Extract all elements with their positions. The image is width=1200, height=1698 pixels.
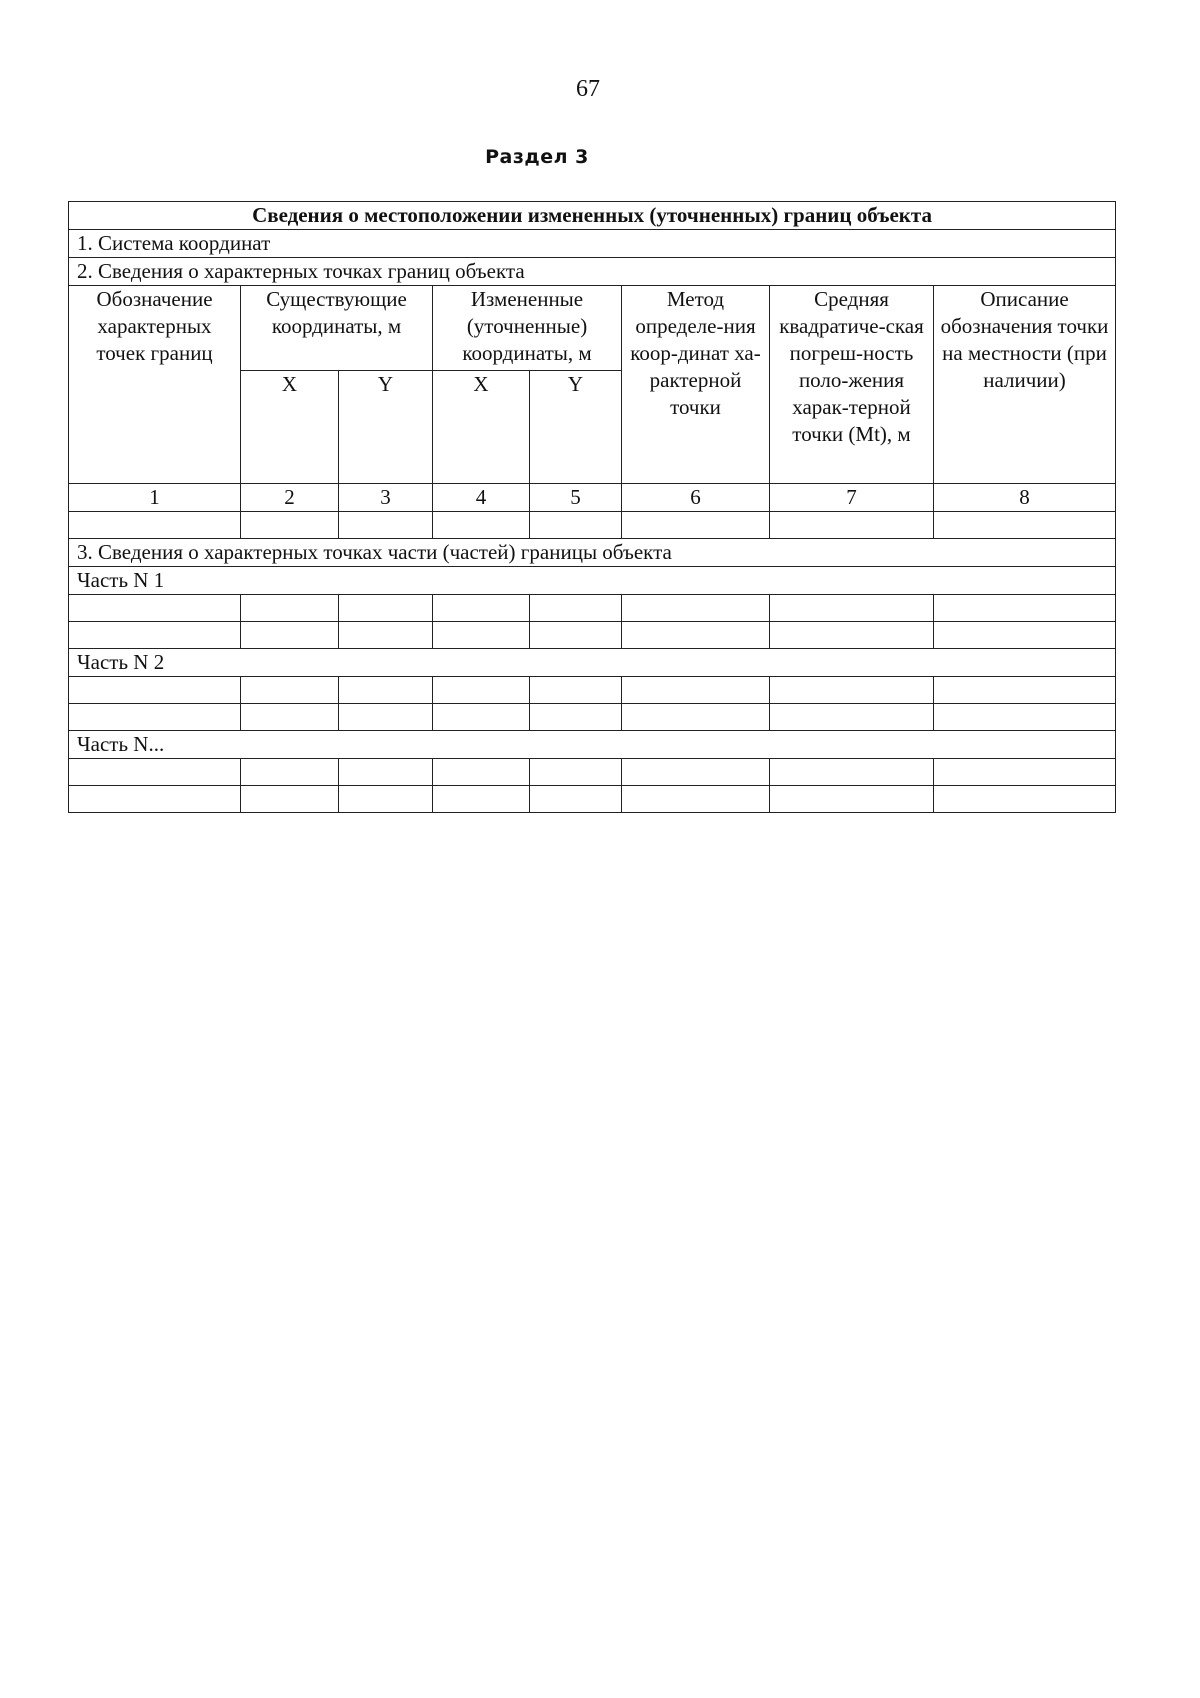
coordinate-system-row: 1. Система координат [69, 230, 1116, 258]
table-title: Сведения о местоположении измененных (уточненных) границ объекта [69, 202, 1116, 230]
part-label: Часть N 2 [69, 649, 1116, 677]
header-existing-x: X [241, 371, 339, 484]
header-mean-error: Средняя квадратиче-ская погреш-ность поло-жения харак-терной точки (Mt), м [770, 286, 934, 484]
column-number: 1 [69, 484, 241, 512]
header-changed-y: Y [530, 371, 622, 484]
empty-row [69, 759, 1116, 786]
header-point-designation: Обозначение характерных точек границ [69, 286, 241, 484]
column-number: 4 [433, 484, 530, 512]
column-number: 5 [530, 484, 622, 512]
column-number: 7 [770, 484, 934, 512]
header-changed-coordinates: Измененные (уточненные) координаты, м [433, 286, 622, 371]
header-method: Метод определе-ния коор-динат ха-рактерной точки [622, 286, 770, 484]
page-number: 67 [576, 76, 600, 102]
header-changed-x: X [433, 371, 530, 484]
empty-row [69, 786, 1116, 813]
boundary-points-row: 2. Сведения о характерных точках границ объекта [69, 258, 1116, 286]
header-existing-coordinates: Существующие координаты, м [241, 286, 433, 371]
header-existing-y: Y [339, 371, 433, 484]
boundary-form-table [68, 201, 1116, 813]
column-number: 8 [934, 484, 1116, 512]
empty-row [69, 595, 1116, 622]
part-label: Часть N... [69, 731, 1116, 759]
empty-row [69, 704, 1116, 731]
column-number: 6 [622, 484, 770, 512]
header-point-description: Описание обозначения точки на местности (при наличии) [934, 286, 1116, 484]
column-number: 3 [339, 484, 433, 512]
column-number: 2 [241, 484, 339, 512]
part-label: Часть N 1 [69, 567, 1116, 595]
empty-row [69, 622, 1116, 649]
empty-row [69, 512, 1116, 539]
part-points-row: 3. Сведения о характерных точках части (частей) границы объекта [69, 539, 1116, 567]
section-title: Раздел 3 [485, 146, 589, 168]
empty-row [69, 677, 1116, 704]
